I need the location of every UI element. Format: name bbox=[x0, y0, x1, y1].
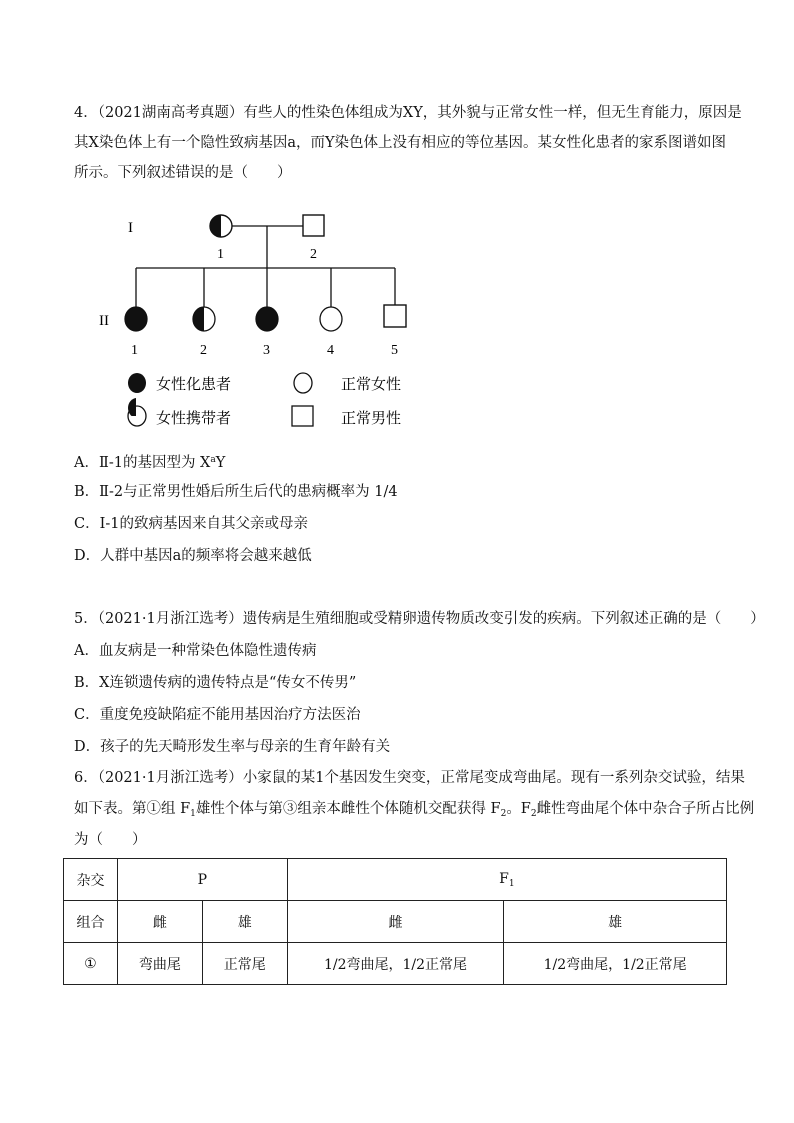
header-f1: $F_1$ bbox=[287, 859, 726, 901]
q6-stem-line1: 6．（2021·1月浙江选考）小家鼠的某1个基因发生突变，正常尾变成弯曲尾。现有一系列杂交试验，结果 bbox=[74, 770, 745, 786]
q5-option-d: D．孩子的先天畸形发生率与母亲的生育年龄有关 bbox=[74, 739, 391, 755]
pedigree-ii1-affected-female bbox=[125, 307, 147, 331]
legend-normal-female-label: 正常女性 bbox=[341, 375, 402, 393]
header-group: 组合 bbox=[64, 901, 118, 943]
pedigree-chart bbox=[0, 200, 794, 440]
pedigree-ii2-carrier-female bbox=[193, 307, 215, 331]
ii5-number: 5 bbox=[391, 343, 398, 358]
q5-option-a: A．血友病是一种常染色体隐性遗传病 bbox=[74, 643, 317, 659]
row1-f1-female: 1/2弯曲尾，1/2正常尾 bbox=[287, 943, 504, 985]
q4-option-a: A．Ⅱ-1的基因型为 $X^aY$ bbox=[74, 455, 226, 471]
legend-carrier-female-label: 女性携带者 bbox=[156, 409, 232, 427]
table-subheader-row bbox=[64, 901, 727, 943]
header-f1-male: 雄 bbox=[504, 901, 727, 943]
q5-option-c: C．重度免疫缺陷症不能用基因治疗方法医治 bbox=[74, 707, 361, 723]
q5-stem: 5．（2021·1月浙江选考）遗传病是生殖细胞或受精卵遗传物质改变引发的疾病。下列叙述正确的是（ ） bbox=[74, 611, 765, 627]
header-cross: 杂交 bbox=[64, 859, 118, 901]
legend-normal-female-symbol bbox=[294, 373, 312, 393]
header-p: P bbox=[117, 859, 287, 901]
q6-stem-line3: 为（ ） bbox=[74, 832, 147, 848]
q6-stem-line2: 如下表。第①组 $F_1$雄性个体与第③组亲本雌性个体随机交配获得 $F_2$。$F_2$雌性弯曲尾个体中杂合子所占比例 bbox=[74, 801, 755, 819]
header-p-male: 雄 bbox=[202, 901, 287, 943]
legend-carrier-female-symbol bbox=[128, 398, 146, 426]
row1-f1-male: 1/2弯曲尾，1/2正常尾 bbox=[504, 943, 727, 985]
pedigree-ii5-normal-male bbox=[384, 305, 406, 327]
table-row bbox=[64, 943, 727, 985]
pedigree-ii4-normal-female bbox=[320, 307, 342, 331]
legend-affected-female-symbol bbox=[128, 373, 146, 393]
cross-results-table bbox=[63, 858, 727, 985]
ii4-number: 4 bbox=[327, 343, 334, 358]
q4-option-d: D．人群中基因a的频率将会越来越低 bbox=[74, 548, 312, 564]
pedigree-i1-carrier-female bbox=[210, 215, 232, 237]
ii3-number: 3 bbox=[263, 343, 270, 358]
row1-p-male: 正常尾 bbox=[202, 943, 287, 985]
ii1-number: 1 bbox=[131, 343, 138, 358]
q4-stem-line2: 其X染色体上有一个隐性致病基因a，而Y染色体上没有相应的等位基因。某女性化患者的家系图谱如图 bbox=[74, 135, 727, 151]
legend-normal-male-symbol bbox=[292, 406, 313, 426]
q4-option-b: B．Ⅱ-2与正常男性婚后所生后代的患病概率为 1/4 bbox=[74, 484, 398, 500]
i1-number: 1 bbox=[217, 247, 224, 262]
generation-2-label: II bbox=[99, 313, 109, 329]
legend-normal-male-label: 正常男性 bbox=[341, 409, 402, 427]
q4-stem-line3: 所示。下列叙述错误的是（ ） bbox=[74, 165, 292, 181]
pedigree-i2-normal-male bbox=[303, 215, 324, 236]
pedigree-ii3-affected-female bbox=[256, 307, 278, 331]
table-header-row bbox=[64, 859, 727, 901]
row1-group: ① bbox=[64, 943, 118, 985]
header-p-female: 雌 bbox=[117, 901, 202, 943]
header-f1-female: 雌 bbox=[287, 901, 504, 943]
row1-p-female: 弯曲尾 bbox=[117, 943, 202, 985]
i2-number: 2 bbox=[310, 247, 317, 262]
ii2-number: 2 bbox=[200, 343, 207, 358]
q5-option-b: B．X连锁遗传病的遗传特点是“传女不传男” bbox=[74, 675, 357, 691]
legend-affected-female-label: 女性化患者 bbox=[156, 375, 232, 393]
q4-option-c: C．I-1的致病基因来自其父亲或母亲 bbox=[74, 516, 308, 532]
generation-1-label: I bbox=[128, 220, 133, 236]
q4-stem-line1: 4．（2021湖南高考真题）有些人的性染色体组成为XY，其外貌与正常女性一样，但无生育能力，原因是 bbox=[74, 105, 742, 121]
